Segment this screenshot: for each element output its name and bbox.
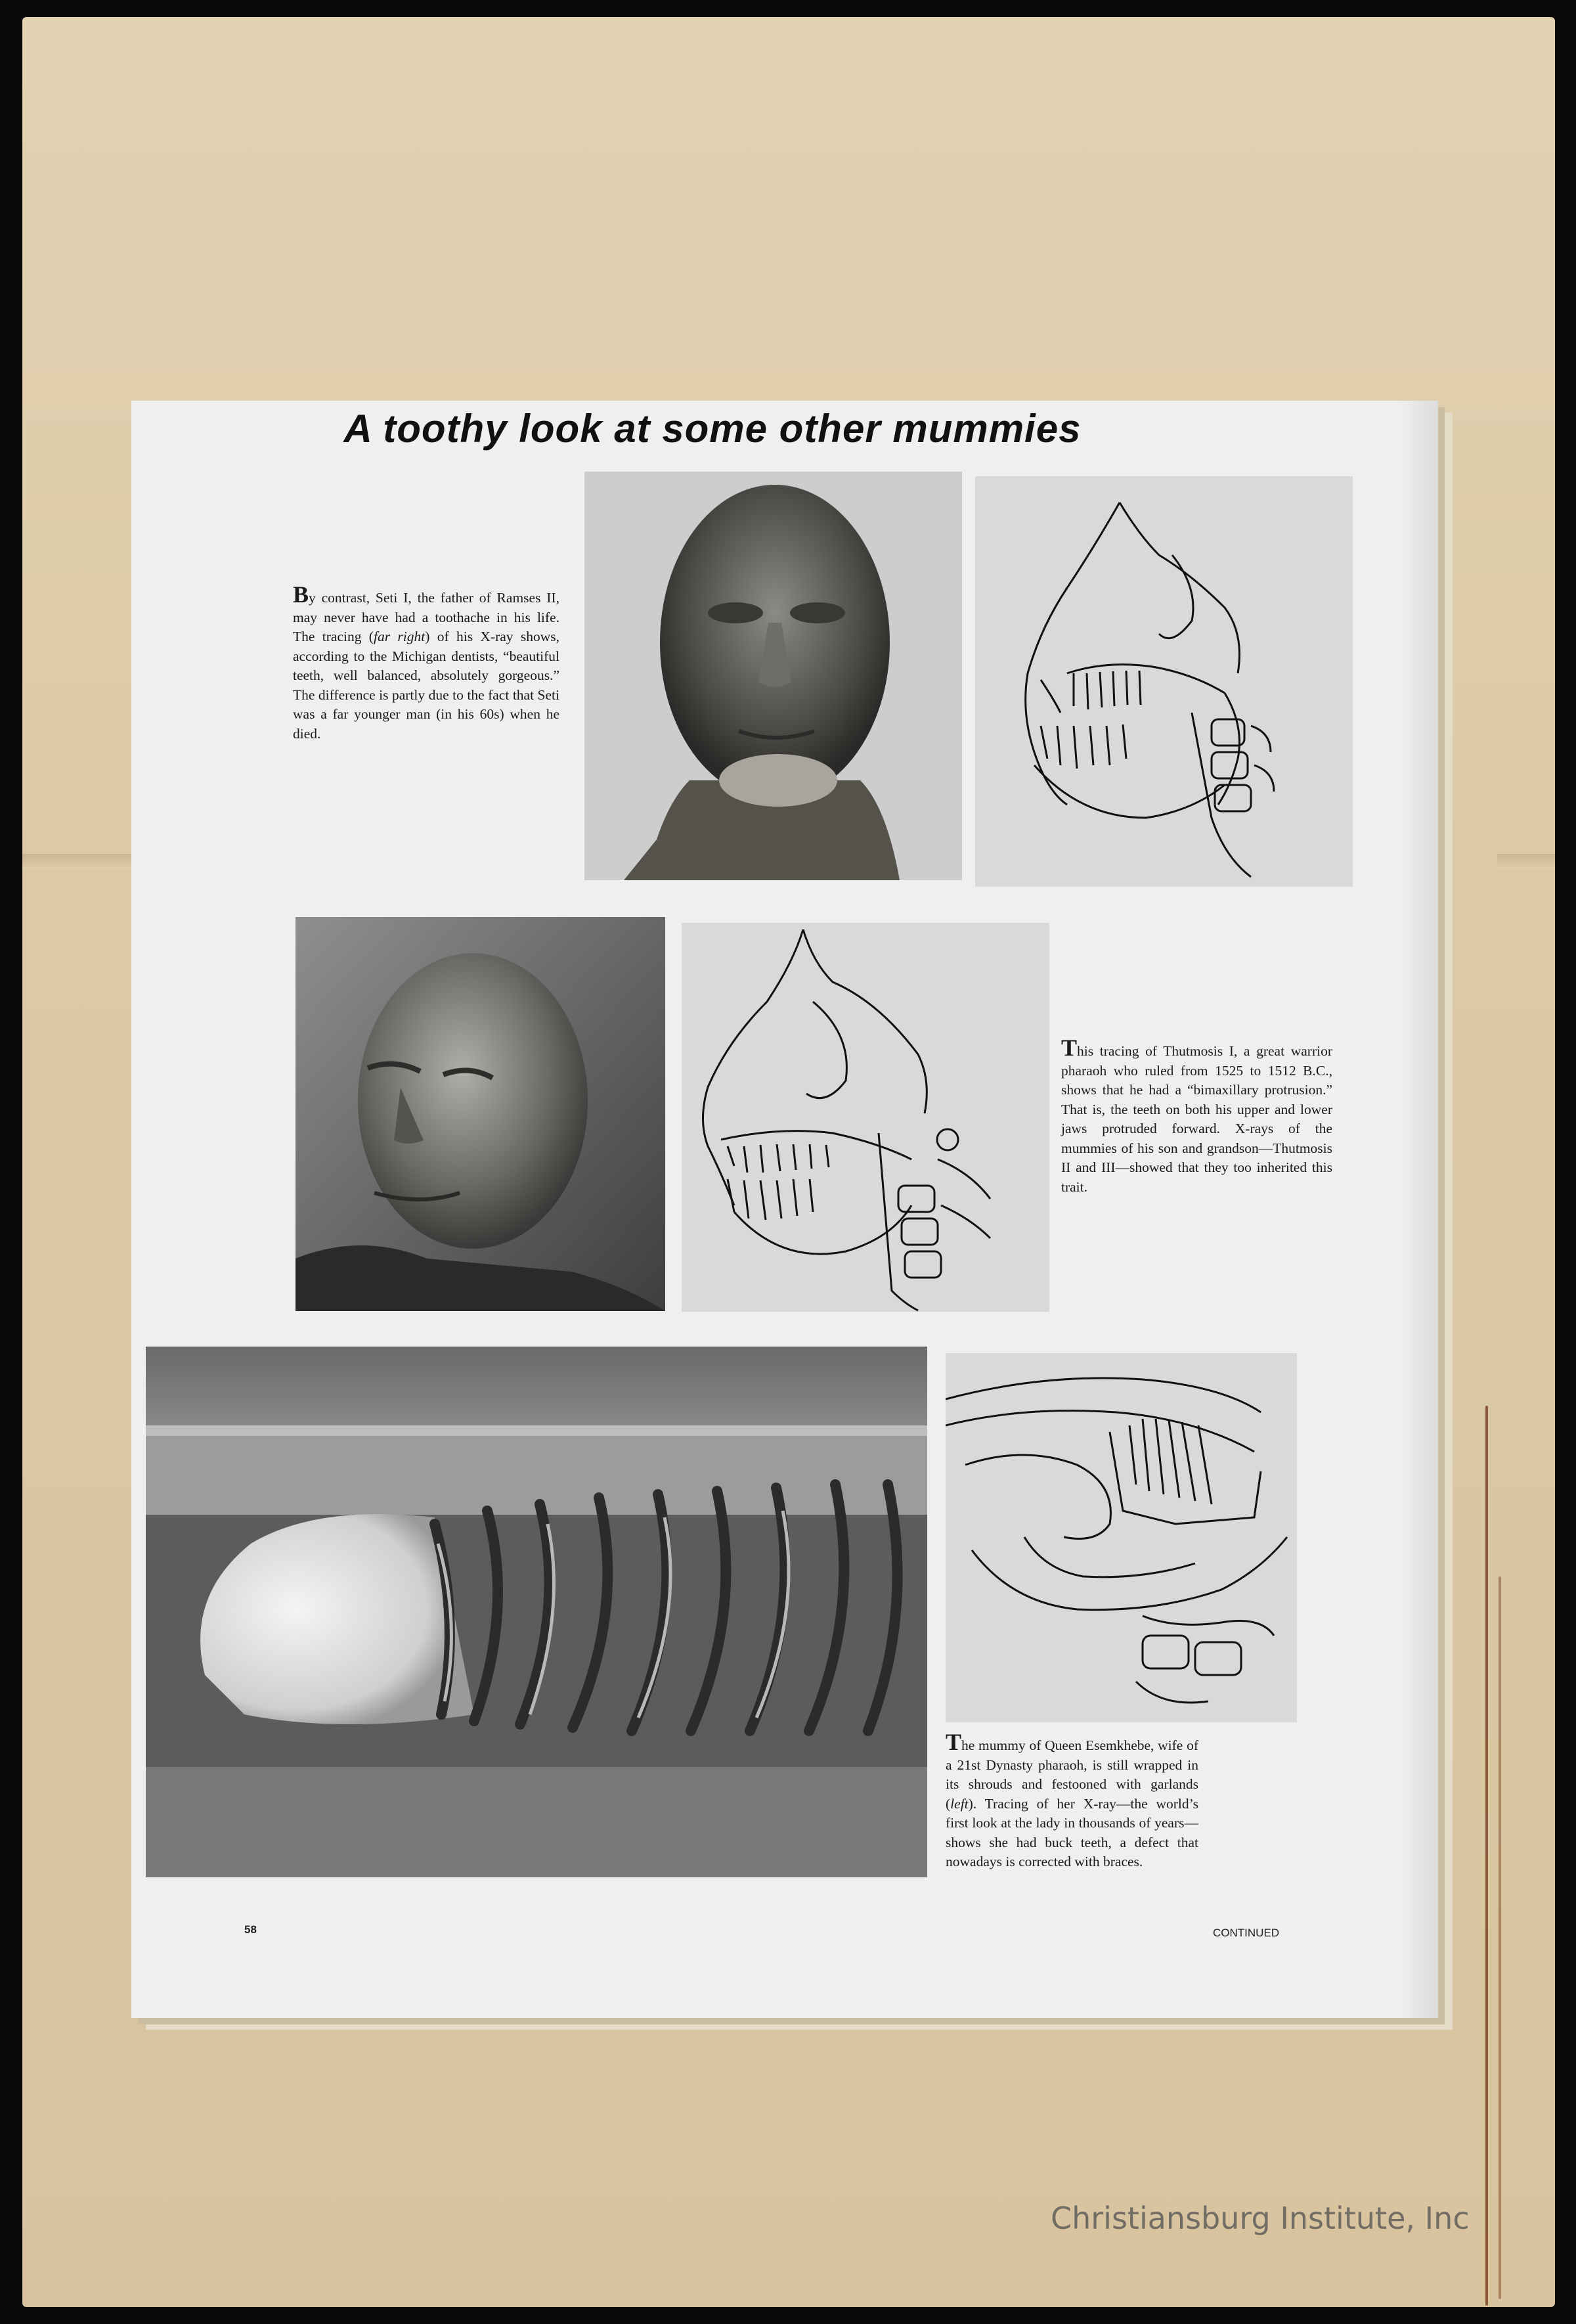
- caption-italic: far right: [373, 629, 426, 644]
- caption-text: ). Tracing of her X-ray—the world’s first look at the lady in thousands of years—shows she had buck teeth, a defect that nowadays is corrected with braces.: [946, 1795, 1198, 1869]
- continued-label: CONTINUED: [1213, 1927, 1280, 1939]
- folder-fold-right: [1497, 854, 1555, 870]
- dropcap: B: [293, 581, 309, 608]
- caption-esemkhebe: [946, 1729, 1198, 1872]
- caption-text: ) of his X-ray shows, according to the Michigan dentists, “beautiful teeth, well balanced, absolutely gorgeous.” The difference is partly due to the fact that Seti was a far younger man (in his 60s) when he died.: [293, 629, 560, 742]
- dropcap: T: [946, 1729, 962, 1755]
- tracing-thutmosis-xray: [682, 923, 1049, 1312]
- folder-fold-left: [22, 854, 141, 870]
- watermark: Christiansburg Institute, Inc: [1051, 2201, 1470, 2236]
- mummy-head-illustration: [584, 472, 962, 880]
- dropcap: T: [1061, 1035, 1078, 1061]
- skull-tracing-illustration: [946, 1353, 1297, 1722]
- tracing-esemkhebe-xray: [946, 1353, 1297, 1722]
- caption-seti: [293, 581, 560, 744]
- caption-text: y contrast, Seti I, the father of Ramses II, may never have had a toothache in his life. The tracing (: [293, 590, 559, 644]
- folder-edge-stain: [1499, 1576, 1501, 2299]
- wrapped-mummy-illustration: [146, 1347, 927, 1877]
- photo-thutmosis-mummy: [296, 917, 665, 1311]
- folder-edge-stain: [1485, 1406, 1488, 2306]
- caption-thutmosis: [1061, 1035, 1332, 1197]
- headline: A toothy look at some other mummies: [343, 407, 1082, 451]
- skull-tracing-illustration: [975, 476, 1353, 887]
- page-curl-shadow: [1399, 401, 1438, 2018]
- photo-seti-mummy: [584, 472, 962, 880]
- tracing-seti-xray: [975, 476, 1353, 887]
- magazine-page: [131, 401, 1438, 2018]
- caption-text: he mummy of Queen Esemkhebe, wife of a 21st Dynasty pharaoh, is still wrapped in its shrouds and festooned with garlands (: [946, 1737, 1198, 1812]
- page-number: 58: [244, 1923, 257, 1936]
- photo-esemkhebe-mummy: [146, 1347, 927, 1877]
- caption-italic: left: [950, 1795, 969, 1812]
- mummy-head-illustration: [296, 917, 665, 1311]
- skull-tracing-illustration: [682, 923, 1049, 1312]
- caption-text: his tracing of Thutmosis I, a great warrior pharaoh who ruled from 1525 to 1512 B.C., shows that he had a “bimaxillary protrusion.” That is, the teeth on both his upper and lower jaws protruded forward. X-rays of the mummies of his son and grandson—Thutmosis II and III—showed that they too inherited this trait.: [1061, 1043, 1332, 1195]
